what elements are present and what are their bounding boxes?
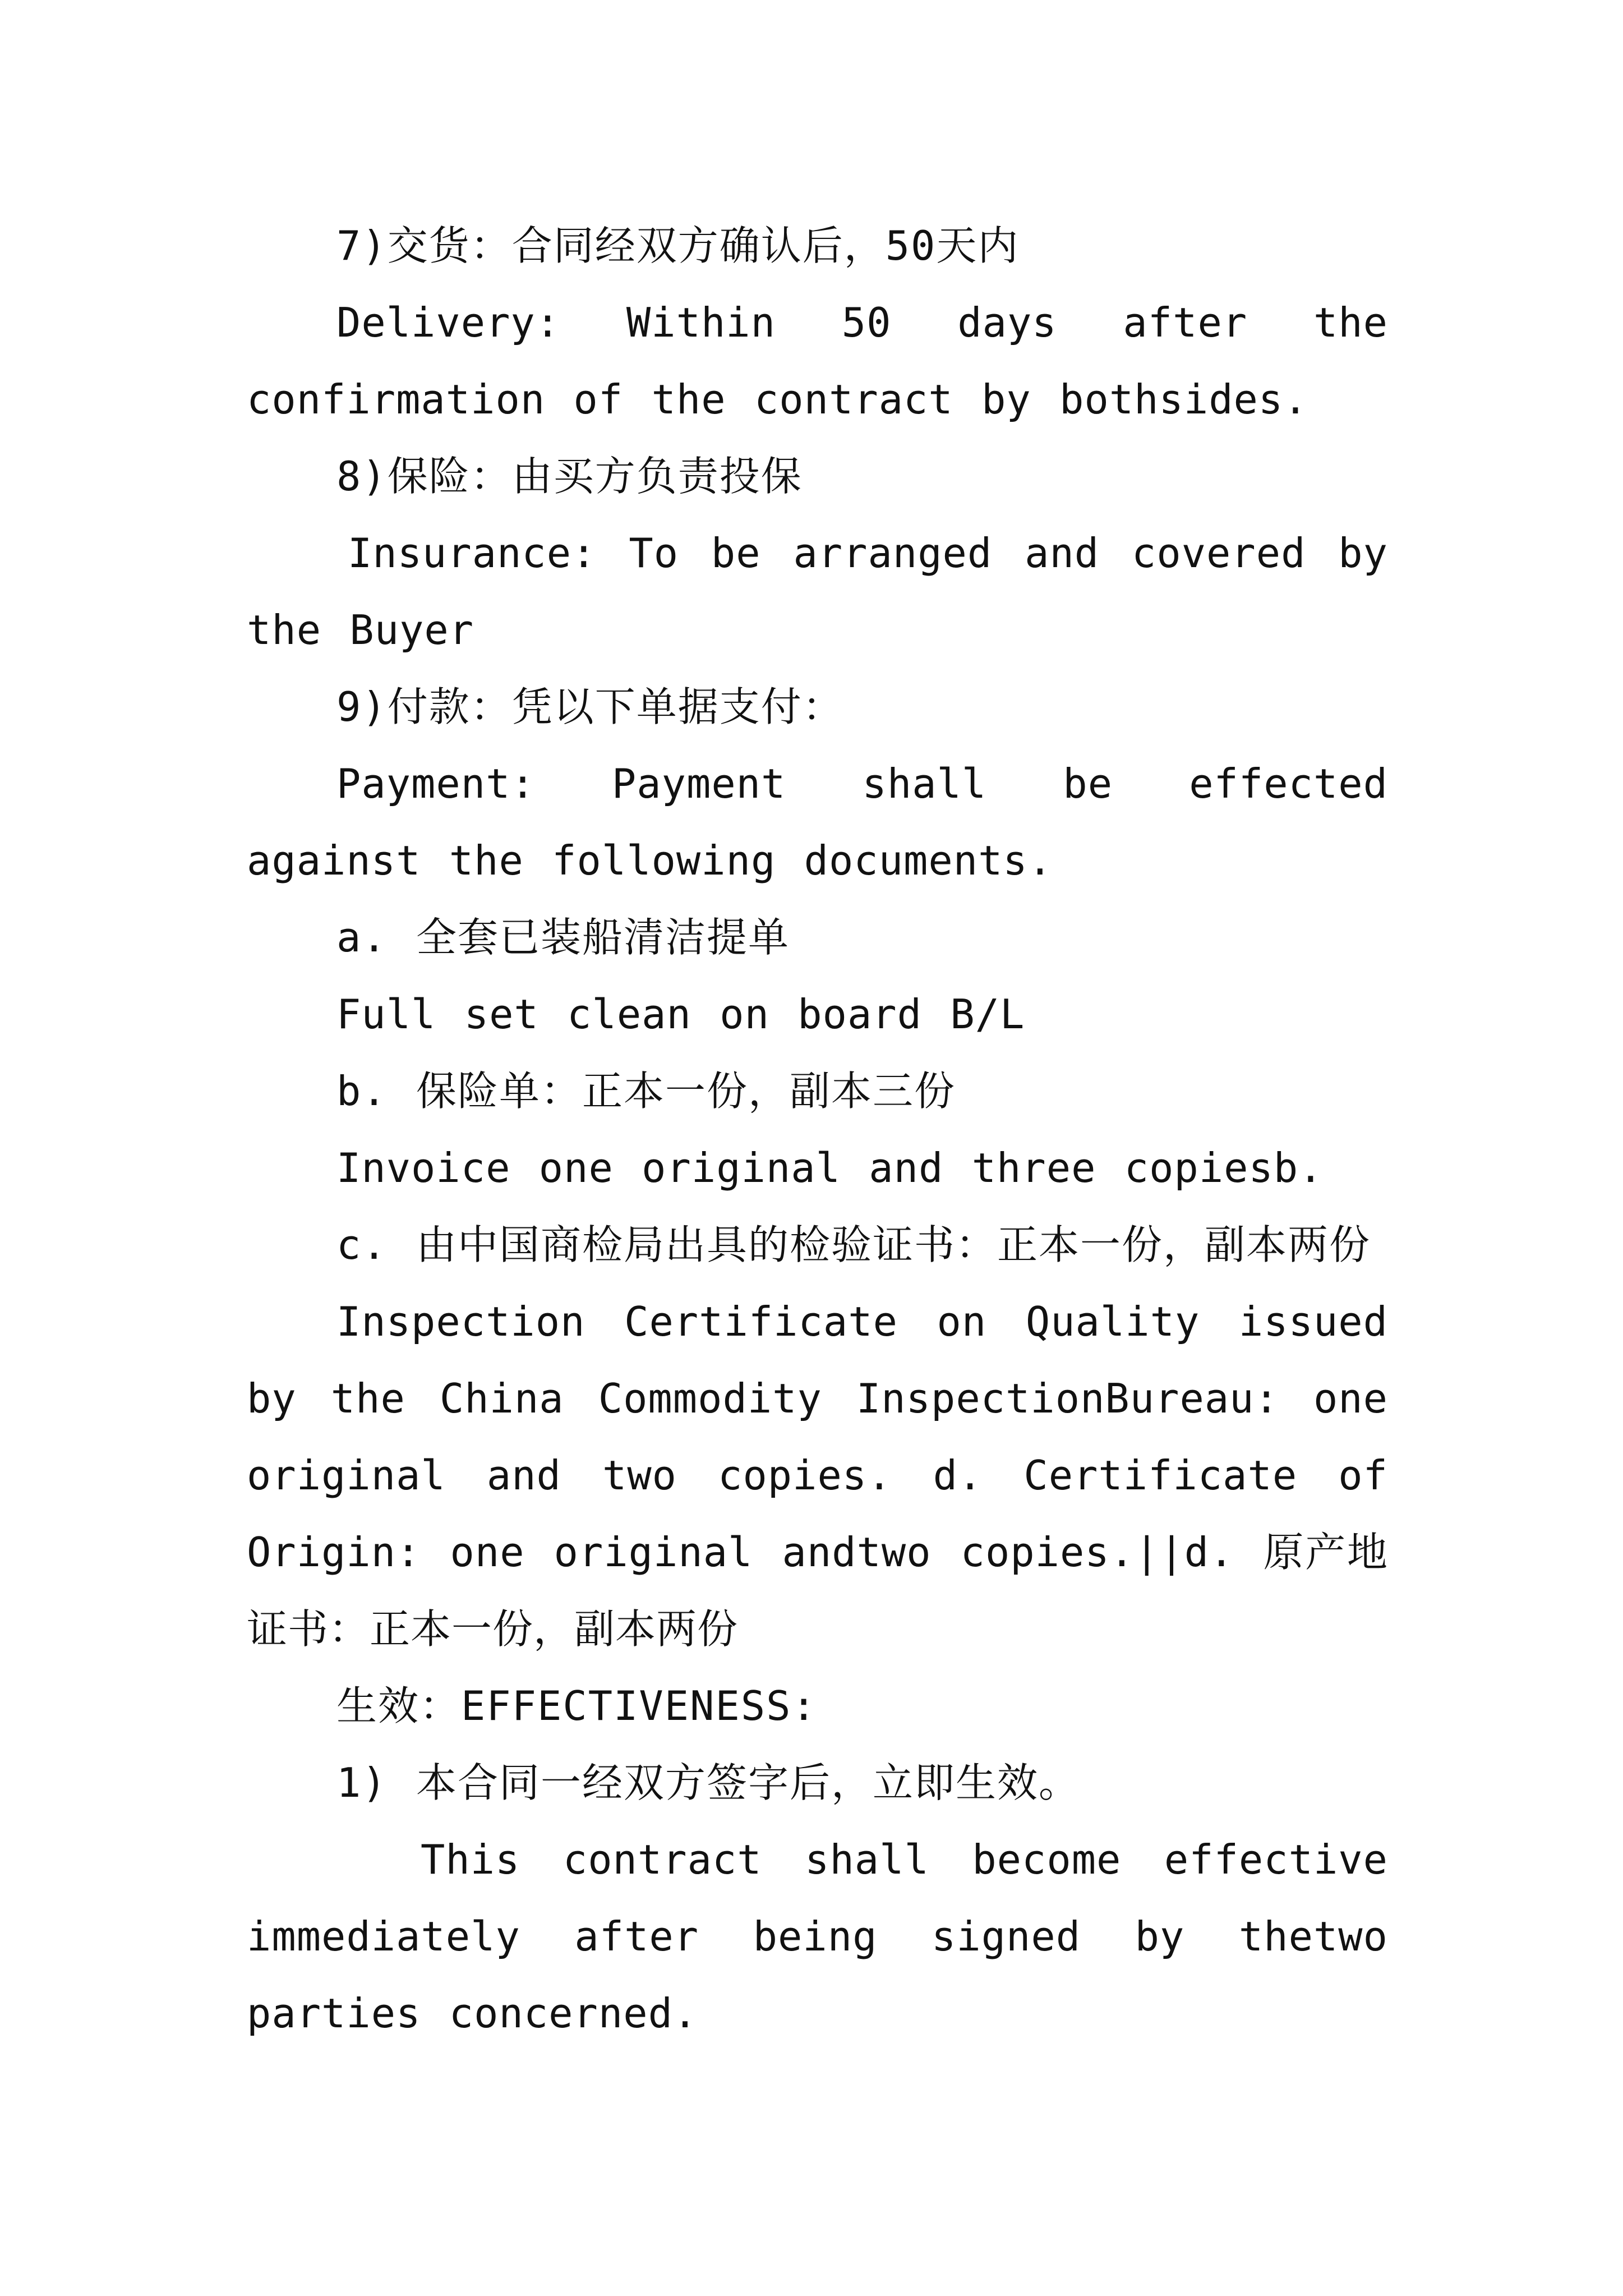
item-c-zh: c. 由中国商检局出具的检验证书：正本一份，副本两份: [336, 1221, 1371, 1268]
clause-insurance-en: Insurance: To be arranged and covered by the Buyer: [247, 530, 1388, 654]
item-c-d-en: Inspection Certificate on Quality issued by the China Commodity InspectionBureau: one original and two copies. d. Certificate of Origin: one original andtwo copies.||d. 原产地证书：正本一份，副本两份: [247, 1298, 1388, 1653]
clause-delivery-en: Delivery: Within 50 days after the confirmation of the contract by bothsides.: [247, 299, 1388, 423]
effectiveness-heading: 生效：EFFECTIVENESS:: [336, 1682, 817, 1729]
clause-payment-zh: 9)付款：凭以下单据支付：: [336, 683, 844, 730]
item-b-en: Invoice one original and three copiesb.: [336, 1144, 1324, 1191]
clause-insurance-zh: 8)保险：由买方负责投保: [336, 453, 803, 500]
item-a-en: Full set clean on board B/L: [336, 991, 1025, 1038]
clause-delivery-zh: 7)交货：合同经双方确认后，50天内: [336, 222, 1020, 269]
clause-payment-en: Payment: Payment shall be effected against the following documents.: [247, 760, 1388, 884]
effectiveness-clause-zh: 1) 本合同一经双方签字后，立即生效。: [336, 1759, 1081, 1806]
item-b-zh: b. 保险单：正本一份，副本三份: [336, 1068, 956, 1115]
effectiveness-clause-en: This contract shall become effective immediately after being signed by thetwo parties concerned.: [247, 1836, 1388, 2037]
document-body: [247, 208, 1388, 2052]
item-a-zh: a. 全套已装船清洁提单: [336, 914, 790, 961]
